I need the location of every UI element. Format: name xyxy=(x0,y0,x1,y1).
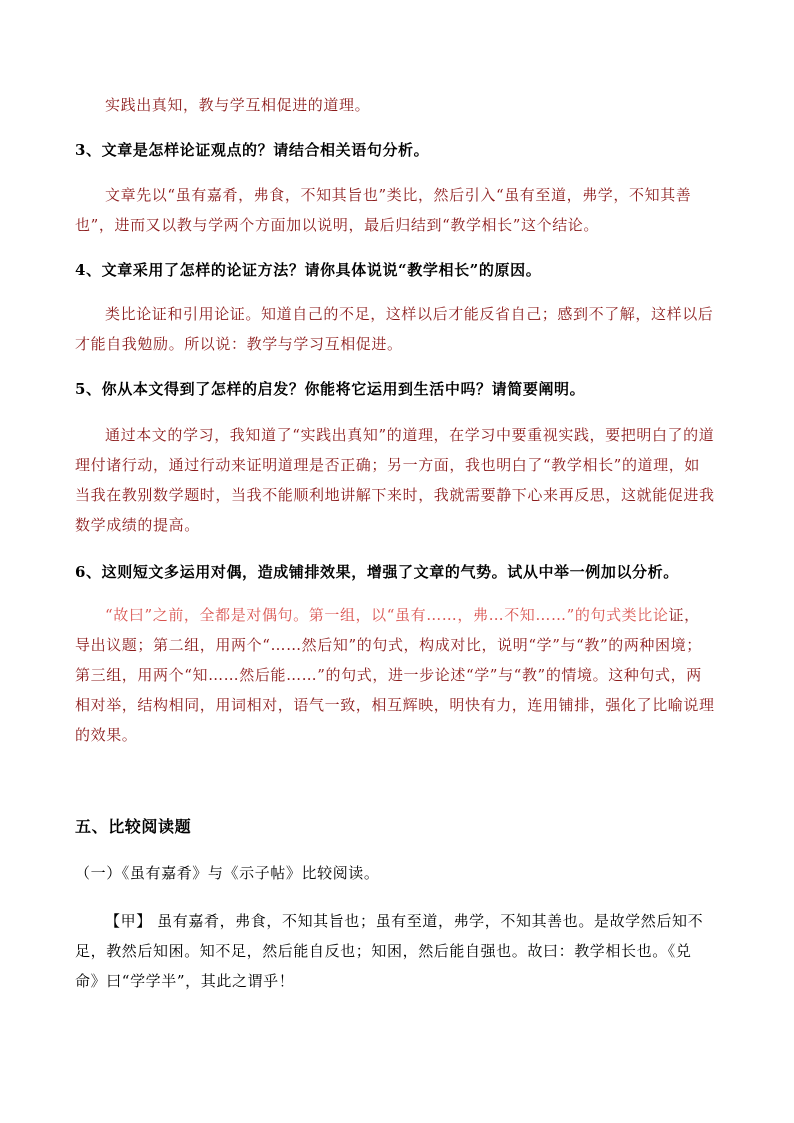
q4-answer: 类比论证和引用论证。知道自己的不足，这样以后才能反省自己；感到不了解，这样以后才能自我勉励。所以说：教学与学习互相促进。 xyxy=(75,305,714,353)
q6-answer-rest: 证，导出议题；第二组，用两个“……然后知”的句式，构成对比，说明“学”与“教”的两种困境；第三组，用两个“知……然后能……”的句式，进一步论述“学”与“教”的情境。这种句式，两相对举，结构相同，用词相对，语气一致，相互辉映，明快有力，连用铺排，强化了比喻说理的效果。 xyxy=(75,606,715,744)
q6-answer xyxy=(75,600,715,750)
q4-question: 4、文章采用了怎样的论证方法？请你具体说说“教学相长”的原因。 xyxy=(75,261,542,279)
q3-answer: 文章先以“虽有嘉肴，弗食，不知其旨也”类比，然后引入“虽有至道，弗学，不知其善也”，进而又以教与学两个方面加以说明，最后归结到“教学相长”这个结论。 xyxy=(75,186,692,234)
section5-subtitle: （一）《虽有嘉肴》与《示子帖》比较阅读。 xyxy=(75,864,380,882)
q2-answer-tail: 实践出真知，教与学互相促进的道理。 xyxy=(105,96,371,114)
q3-question: 3、文章是怎样论证观点的？请结合相关语句分析。 xyxy=(75,141,430,159)
section5-title: 五、比较阅读题 xyxy=(75,817,192,836)
q6-question: 6、这则短文多运用对偶，造成铺排效果，增强了文章的气势。试从中举一例加以分析。 xyxy=(75,563,679,581)
q6-answer-lead: “故曰”之前，全都是对偶句。第一组，以“虽有……，弗…不知……”的句式类比论 xyxy=(105,606,669,624)
section5-passage-jia: 【甲】 虽有嘉肴，弗食，不知其旨也；虽有至道，弗学，不知其善也。是故学然后知不足，教然后知困。知不足，然后能自反也；知困，然后能自强也。故曰：教学相长也。《兑命》曰“学学半”，其此之谓乎！ xyxy=(75,912,704,990)
q5-answer: 通过本文的学习，我知道了“实践出真知”的道理，在学习中要重视实践，要把明白了的道理付诸行动，通过行动来证明道理是否正确；另一方面，我也明白了“教学相长”的道理，如当我在教别数学题时，当我不能顺利地讲解下来时，我就需要静下心来再反思，这就能促进我数学成绩的提高。 xyxy=(75,426,715,534)
q5-question: 5、你从本文得到了怎样的启发？你能将它运用到生活中吗？请简要阐明。 xyxy=(75,380,586,398)
